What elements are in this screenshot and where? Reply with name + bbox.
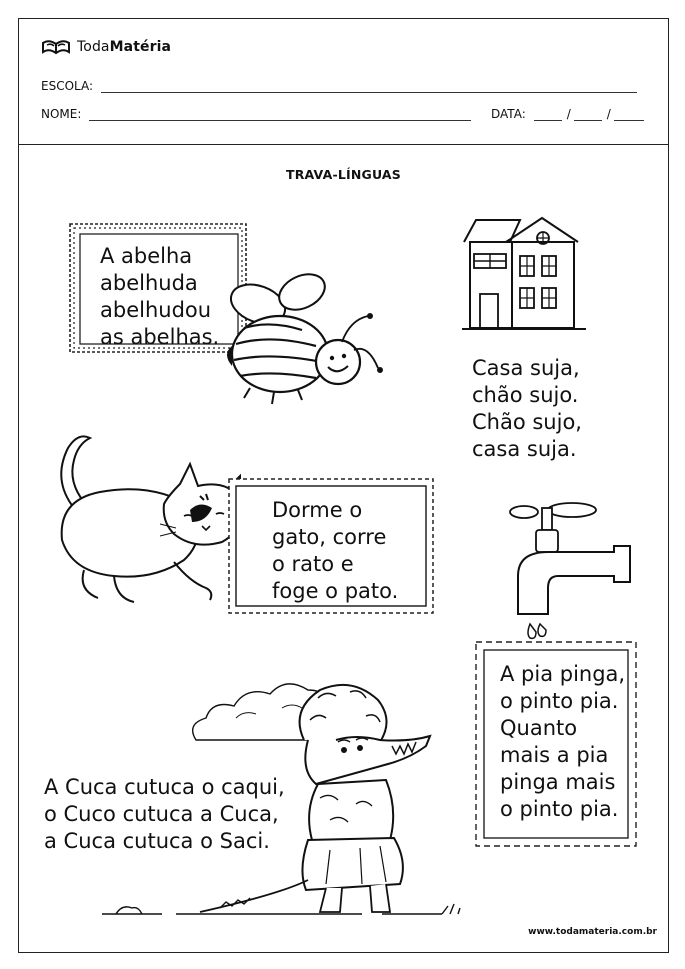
date-month-line[interactable] xyxy=(574,108,602,121)
cat-icon xyxy=(44,430,244,610)
school-field[interactable] xyxy=(41,79,637,93)
name-label: NOME: xyxy=(41,107,82,121)
header xyxy=(19,19,668,145)
book-logo-icon xyxy=(41,39,71,55)
ground-line xyxy=(102,896,482,920)
faucet-icon xyxy=(508,496,640,644)
page-title: TRAVA-LÍNGUAS xyxy=(285,167,402,182)
date-separator: / xyxy=(566,107,571,121)
date-field[interactable] xyxy=(491,107,644,121)
cat-poem: Dorme o gato, corre o rato e foge o pato. xyxy=(272,498,399,603)
name-field[interactable] xyxy=(41,107,471,121)
bee-poem: A abelha abelhuda abelhudou as abelhas. xyxy=(100,244,220,349)
school-line[interactable] xyxy=(101,80,637,93)
school-label: ESCOLA: xyxy=(41,79,94,93)
date-day-line[interactable] xyxy=(534,108,562,121)
name-line[interactable] xyxy=(89,108,471,121)
crocodile-icon xyxy=(260,680,460,920)
cuca-poem: A Cuca cutuca o caqui, o Cuco cutuca a Cuca, a Cuca cutuca o Saci. xyxy=(44,775,285,853)
bee-icon xyxy=(210,270,390,410)
footer-url[interactable]: www.todamateria.com.br xyxy=(528,927,657,937)
date-label: DATA: xyxy=(491,107,526,121)
sink-poem: A pia pinga, o pinto pia. Quanto mais a pia pinga mais o pinto pia. xyxy=(500,662,626,821)
date-separator: / xyxy=(606,107,611,121)
house-poem: Casa suja, chão sujo. Chão sujo, casa suja. xyxy=(472,356,582,461)
brand-name: TodaMatéria xyxy=(77,39,172,55)
date-year-line[interactable] xyxy=(614,108,644,121)
brand-logo xyxy=(41,39,171,55)
house-icon xyxy=(462,216,586,334)
